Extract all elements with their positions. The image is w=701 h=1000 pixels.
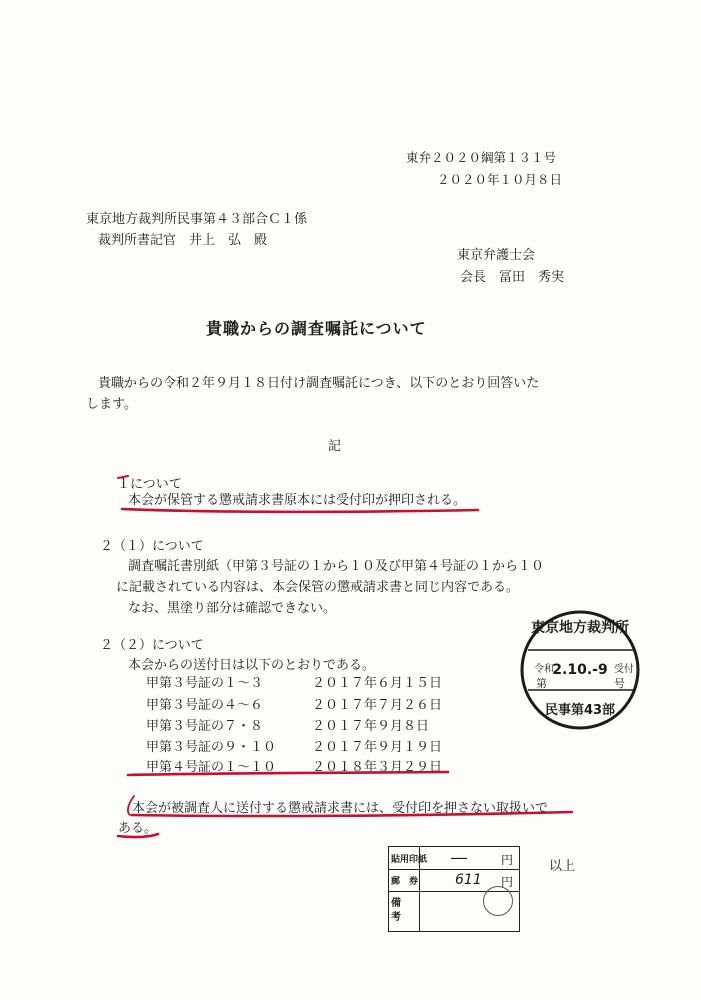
conclusion-line-1: 本会が被調査人に送付する懲戒請求書には、受付印を押さない取扱いで — [132, 801, 549, 816]
exhibit-row-2-label: 甲第３号証の４～６ — [146, 698, 264, 713]
exhibit-row-1-date: ２０１７年６月１５日 — [312, 676, 443, 691]
item2-2-heading: ２（２）について — [100, 638, 204, 653]
stamp-no-right: 号 — [614, 677, 625, 690]
exhibit-row-4-date: ２０１７年９月１９日 — [312, 740, 443, 755]
item2-2-intro: 本会からの送付日は以下のとおりである。 — [128, 658, 376, 673]
conclusion-line-2: ある。 — [118, 821, 158, 836]
intro-line-2: します。 — [86, 397, 137, 412]
closing-ijou: 以上 — [549, 859, 576, 874]
exhibit-row-1-label: 甲第３号証の１～３ — [146, 676, 264, 691]
sender-organization: 東京弁護士会 — [457, 248, 536, 263]
addressee-clerk: 裁判所書記官 井上 弘 殿 — [98, 233, 268, 248]
item1-heading: １について — [117, 477, 182, 492]
revenue-row2-unit: 円 — [501, 875, 514, 889]
exhibit-row-4-label: 甲第３号証の９・１０ — [146, 740, 277, 755]
exhibit-row-3-date: ２０１７年９月８日 — [312, 719, 430, 734]
revenue-row1-unit: 円 — [501, 853, 514, 867]
intro-line-1: 貴職からの令和２年９月１８日付け調査嘱託につき、以下のとおり回答いた — [98, 376, 540, 391]
document-number: 東弁２０２０綱第１３１号 — [406, 150, 557, 165]
document-date: ２０２０年１０月８日 — [437, 172, 563, 187]
personal-seal-icon — [483, 886, 513, 916]
stamp-era-text: 令和 — [534, 664, 554, 675]
stamp-date-text: 2.10.-9 — [552, 662, 608, 678]
exhibit-row-5-label: 甲第４号証の１～１０ — [146, 760, 277, 775]
ki-marker: 記 — [328, 439, 342, 454]
item2-1-heading: ２（１）について — [100, 539, 204, 554]
revenue-row3-label: 備考 — [391, 898, 401, 923]
stamp-top-text: 東京地方裁判所 — [531, 620, 629, 636]
exhibit-row-3-label: 甲第３号証の７・８ — [146, 719, 264, 734]
revenue-row2-value: 611 — [455, 872, 482, 888]
item1-text: 本会が保管する懲戒請求書原本には受付印が押印される。 — [128, 493, 467, 508]
exhibit-row-2-date: ２０１７年７月２６日 — [312, 698, 443, 713]
stamp-no-left: 第 — [536, 677, 547, 690]
revenue-row-stamp-fee — [389, 847, 519, 870]
item2-1-line-2: に記載されている内容は、本会保管の懲戒請求書と同じ内容である。 — [116, 580, 520, 595]
addressee-court: 東京地方裁判所民事第４３部合Ｃ１係 — [86, 212, 308, 227]
exhibit-row-5-date: ２０１８年３月２９日 — [312, 760, 443, 775]
item2-1-line-3: なお、黒塗り部分は確認できない。 — [128, 601, 337, 616]
document-title: 貴職からの調査嘱託について — [206, 319, 427, 338]
sender-president: 会長 冨田 秀実 — [460, 270, 565, 285]
item2-1-line-1: 調査嘱託書別紙（甲第３号証の１から１０及び甲第４号証の１から１０ — [128, 559, 545, 574]
stamp-bottom-text: 民事第43部 — [544, 703, 616, 718]
court-reception-stamp — [510, 610, 650, 730]
revenue-row1-value: ― — [451, 848, 467, 867]
stamp-received-text: 受付 — [614, 664, 634, 675]
revenue-row1-label: 貼用印紙 — [391, 855, 428, 865]
revenue-row2-label: 郵 券 — [391, 877, 419, 887]
